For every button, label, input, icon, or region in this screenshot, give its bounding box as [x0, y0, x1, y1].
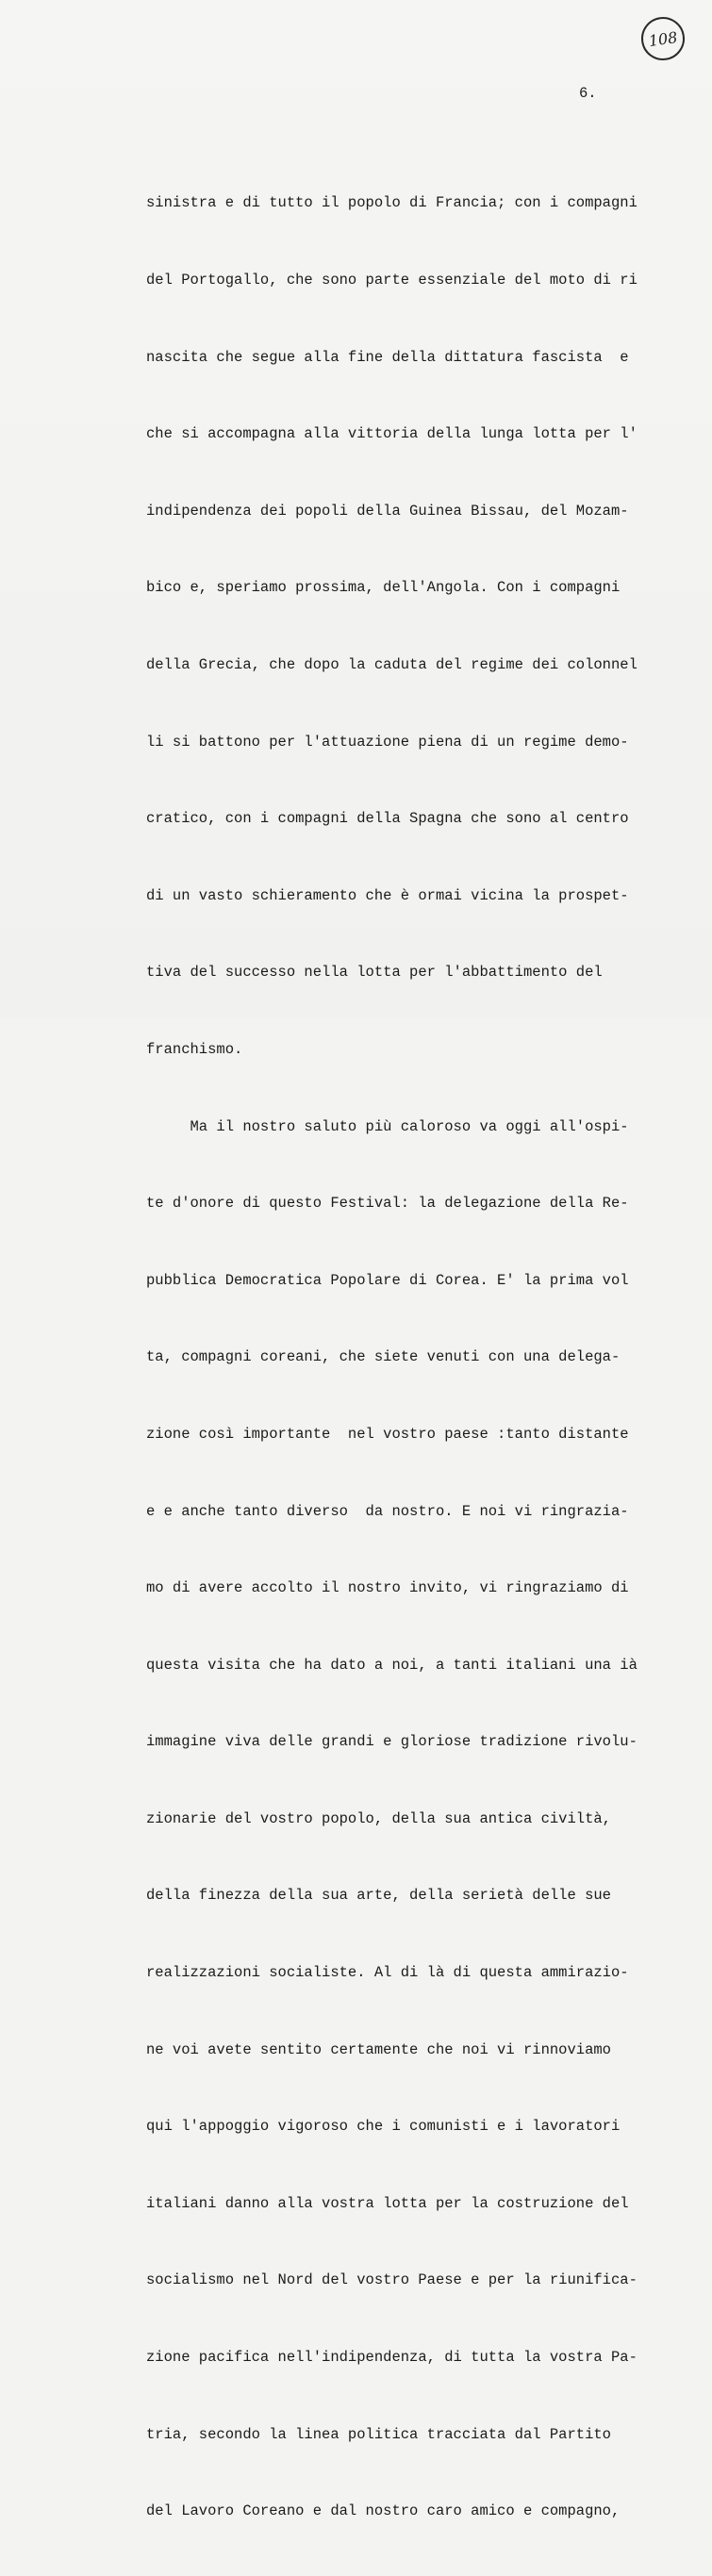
- text-line: Ma il nostro saluto più caloroso va oggi all'ospi-: [146, 1117, 629, 1135]
- text-line: di un vasto schieramento che è ormai vicina la prospet-: [146, 886, 629, 904]
- text-line: che si accompagna alla vittoria della lunga lotta per l': [146, 425, 637, 443]
- text-line: li si battono per l'attuazione piena di un regime demo-: [146, 733, 629, 751]
- text-line: realizzazioni socialiste. Al di là di questa ammirazio-: [146, 1964, 629, 1982]
- text-line: pubblica Democratica Popolare di Corea. E' la prima vol: [146, 1271, 629, 1289]
- stamp-text: 108: [647, 27, 679, 50]
- text-line: questa visita che ha dato a noi, a tanti italiani una ià: [146, 1656, 637, 1674]
- text-line: zione così importante nel vostro paese :tanto distante: [146, 1425, 629, 1443]
- text-line: della Grecia, che dopo la caduta del regime dei colonnel: [146, 655, 637, 673]
- text-line: ne voi avete sentito certamente che noi vi rinnoviamo: [146, 2040, 611, 2058]
- text-line: te d'onore di questo Festival: la delegazione della Re-: [146, 1195, 629, 1213]
- page-number: 6.: [579, 85, 597, 102]
- text-line: e e anche tanto diverso da nostro. E noi vi ringrazia-: [146, 1502, 629, 1520]
- text-line: bico e, speriamo prossima, dell'Angola. Con i compagni: [146, 579, 621, 597]
- text-line: del Lavoro Coreano e dal nostro caro amico e compagno,: [146, 2502, 621, 2520]
- page-stamp: [638, 14, 687, 63]
- text-line: tria, secondo la linea politica tracciata dal Partito: [146, 2425, 611, 2443]
- text-line: sinistra e di tutto il popolo di Francia; con i compagni: [146, 194, 637, 212]
- text-line: nascita che segue alla fine della dittatura fascista e: [146, 348, 629, 366]
- text-line: zione pacifica nell'indipendenza, di tutta la vostra Pa-: [146, 2349, 637, 2367]
- text-line: immagine viva delle grandi e gloriose tradizione rivolu-: [146, 1733, 637, 1751]
- typed-letter-body: [146, 140, 637, 2576]
- text-line: italiani danno alla vostra lotta per la costruzione del: [146, 2194, 629, 2212]
- text-line: franchismo.: [146, 1040, 243, 1058]
- text-line: ta, compagni coreani, che siete venuti con una delega-: [146, 1348, 621, 1366]
- text-line: cratico, con i compagni della Spagna che sono al centro: [146, 810, 629, 828]
- text-line: socialismo nel Nord del vostro Paese e per la riunifica-: [146, 2271, 637, 2289]
- text-line: indipendenza dei popoli della Guinea Bissau, del Mozam-: [146, 502, 629, 520]
- text-line: zionarie del vostro popolo, della sua antica civiltà,: [146, 1809, 611, 1827]
- text-line: mo di avere accolto il nostro invito, vi ringraziamo di: [146, 1579, 629, 1597]
- text-line: tiva del successo nella lotta per l'abbattimento del: [146, 964, 603, 982]
- text-line: qui l'appoggio vigoroso che i comunisti e i lavoratori: [146, 2118, 621, 2136]
- text-line: della finezza della sua arte, della serietà delle sue: [146, 1887, 611, 1905]
- text-line: del Portogallo, che sono parte essenziale del moto di ri: [146, 272, 637, 289]
